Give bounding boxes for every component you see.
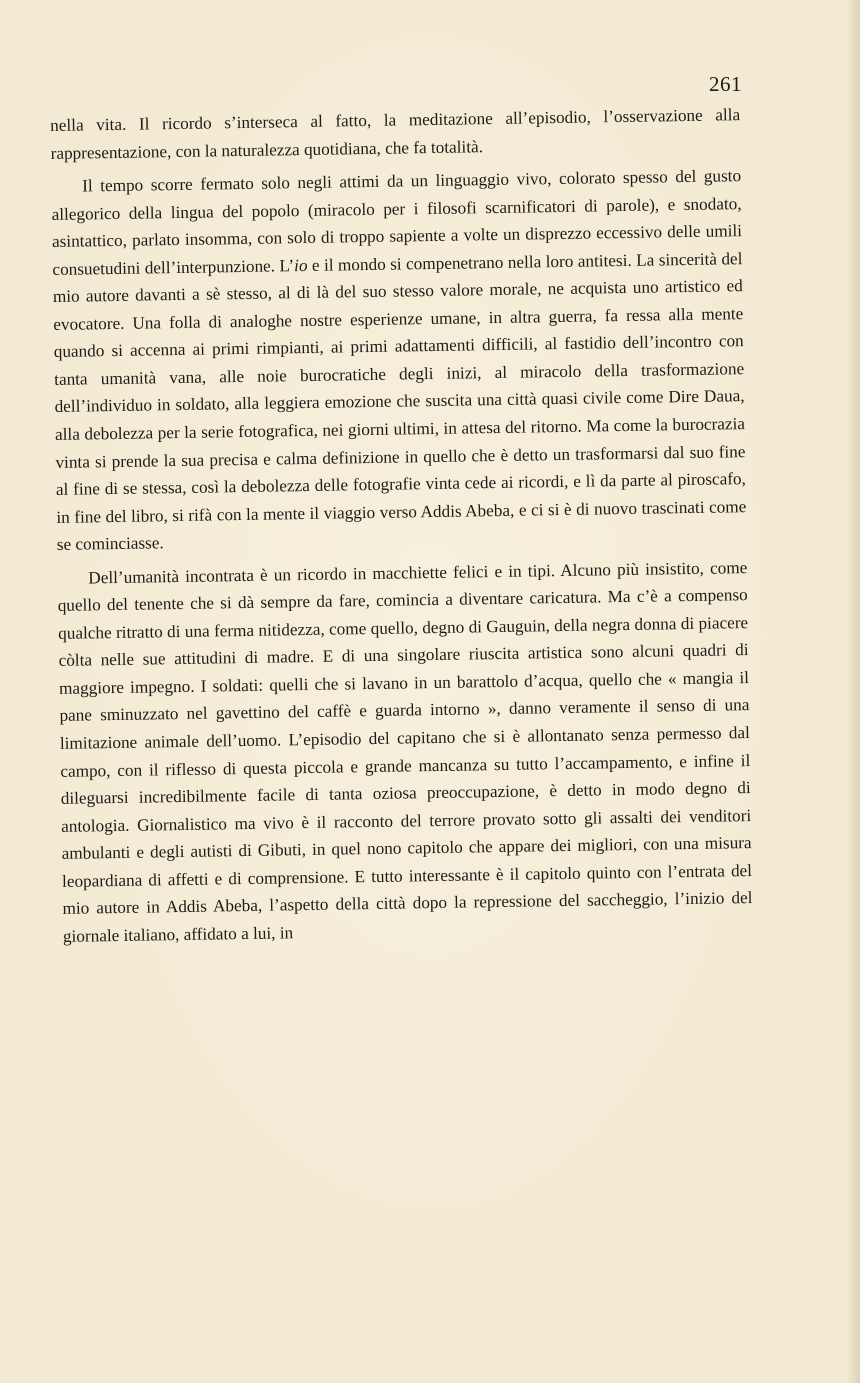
paragraph-text: nella vita. Il ricordo s’interseca al fatto, la meditazione all’episodio, l’osservazione alla rappresentazione, con la naturalezza quotidiana, che fa totalità. — [50, 105, 741, 163]
paragraph-text: Il tempo scorre fermato solo negli attimi da un linguaggio vivo, colorato spesso del gusto allegorico della lingua del popolo (miracolo per i filosofi scarnificatori di parole), e snodato, asintattico, parlato insomma, con solo di troppo sapiente a volte un disprezzo eccessivo delle umili consuetudini dell’interpunzione. L’ — [51, 166, 743, 279]
paragraph-text: e il mondo si compenetrano nella loro antitesi. La sincerità del mio autore davanti a sè stesso, al di là del suo stesso valore morale, ne acquista uno artistico ed evocatore. Una folla di analoghe nostre esperienze umane, in altra guerra, fa ressa alla mente quando si accenna ai primi rimpianti, ai primi adattamenti difficili, al fastidio dell’incontro con tanta umanità vana, alle noie burocratiche degli inizi, al miracolo della trasformazione dell’individuo in soldato, alla leggiera emozione che suscita una città quasi civile come Dire Daua, alla debolezza per la serie fotografica, nei giorni ultimi, in attesa del ritorno. Ma come la burocrazia vinta si prende la sua precisa e calma definizione in quello che è detto un trasformarsi dal suo fine al fine di se stessa, così la debolezza delle fotografie vinta cede ai ricordi, e lì da parte al piroscafo, in fine del libro, si rifà con la mente il viaggio verso Addis Abeba, e ci si è di nuovo trascinati come se cominciasse. — [52, 248, 747, 555]
paragraph — [50, 101, 741, 167]
page-number: 261 — [709, 72, 742, 96]
page-edge-shadow — [846, 0, 860, 1383]
paragraph-text: Dell’umanità incontrata è un ricordo in macchiette felici e in tipi. Alcuno più insistito, come quello del tenente che si dà sempre da fare, comincia a diventare caricatura. Ma c’è a compenso qualche ritratto di una ferma nitidezza, come quello, degno di Gauguin, della negra donna di piacere còlta nelle sue attitudini di madre. E di una singolare riuscita artistica sono alcuni quadri di maggiore impegno. I soldati: quelli che si lavano in un barattolo d’acqua, quello che « mangia il pane sminuzzato nel gavettino del caffè e guarda intorno », danno veramente il senso di una limitazione animale dell’uomo. L’episodio del capitano che si è allontanato senza permesso dal campo, con il riflesso di questa piccola e grande mancanza su tutto l’accampamento, e infine il dileguarsi incredibilmente facile di tanta oziosa preoccupazione, è detto in modo degno di antologia. Giornalistico ma vivo è il racconto del terrore provato sotto gli assalti dei venditori ambulanti e degli autisti di Gibuti, in quel nono capitolo che appare dei migliori, con una misura leopardiana di affetti e di comprensione. E tutto interessante è il capitolo quinto con l’entrata del mio autore in Addis Abeba, l’aspetto della città dopo la repressione del saccheggio, l’inizio del giornale italiano, affidato a lui, in — [57, 557, 753, 946]
paragraph — [51, 162, 747, 558]
paragraph — [57, 554, 753, 950]
body-text — [50, 101, 753, 950]
italic-word: io — [293, 255, 308, 275]
